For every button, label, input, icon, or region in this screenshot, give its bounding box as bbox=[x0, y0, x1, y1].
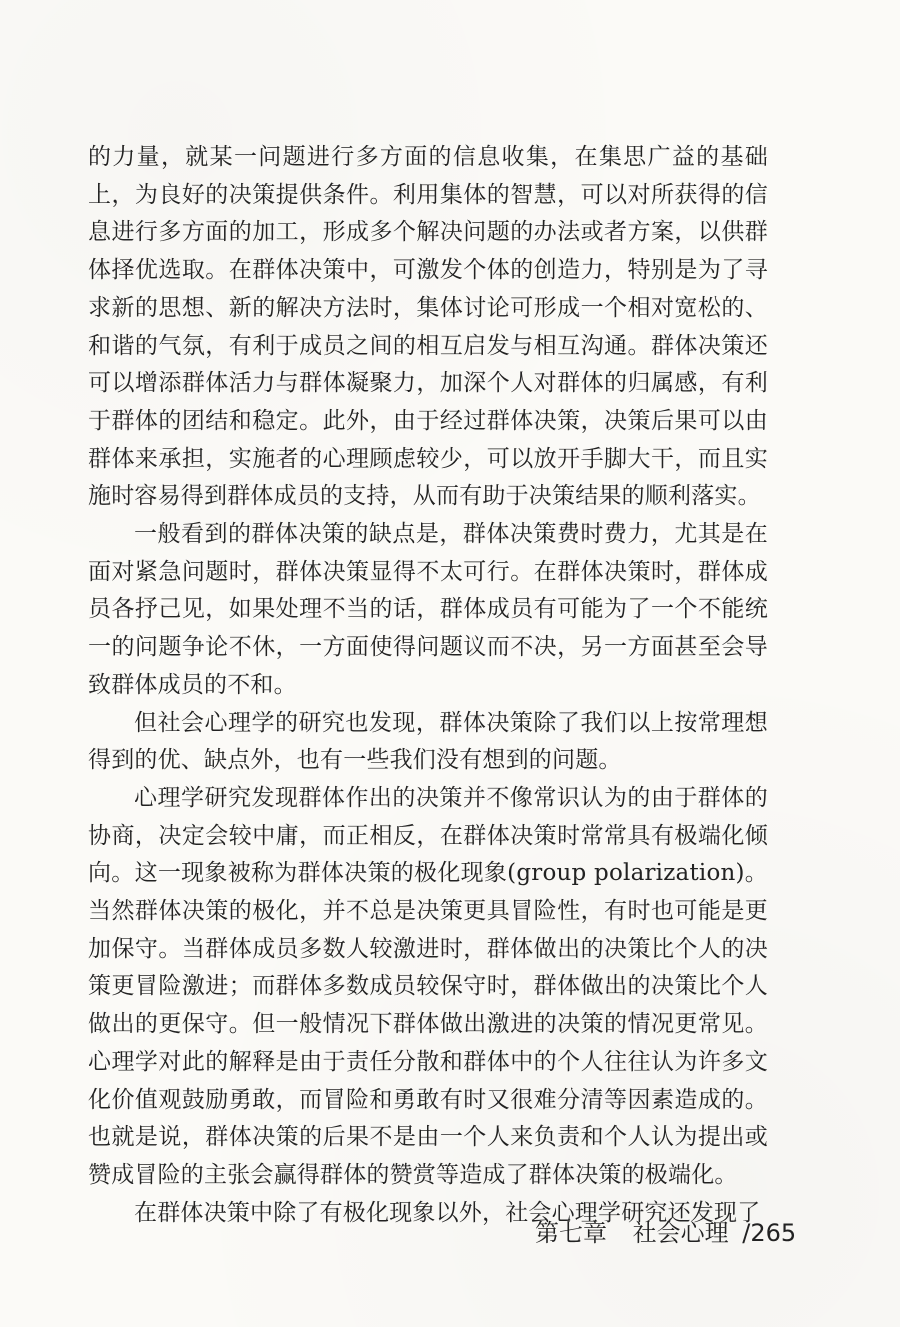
paragraph-1: 的力量，就某一问题进行多方面的信息收集，在集思广益的基础上，为良好的决策提供条件。利用集体的智慧，可以对所获得的信息进行多方面的加工，形成多个解决问题的办法或者方案，以供群体择优选取。在群体决策中，可激发个体的创造力，特别是为了寻求新的思想、新的解决方法时，集体讨论可形成一个相对宽松的、和谐的气氛，有利于成员之间的相互启发与相互沟通。群体决策还可以增添群体活力与群体凝聚力，加深个人对群体的归属感，有利于群体的团结和稳定。此外，由于经过群体决策，决策后果可以由群体来承担，实施者的心理顾虑较少，可以放开手脚大干，而且实施时容易得到群体成员的支持，从而有助于决策结果的顺利落实。 bbox=[88, 144, 768, 510]
paragraph-3: 但社会心理学的研究也发现，群体决策除了我们以上按常理想得到的优、缺点外，也有一些我们没有想到的问题。 bbox=[88, 709, 768, 774]
section-title: 社会心理 bbox=[632, 1219, 729, 1247]
paragraph-2: 一般看到的群体决策的缺点是，群体决策费时费力，尤其是在面对紧急问题时，群体决策显得不太可行。在群体决策时，群体成员各抒己见，如果处理不当的话，群体成员有可能为了一个不能统一的问题争论不休，一方面使得问题议而不决，另一方面甚至会导致群体成员的不和。 bbox=[88, 521, 768, 698]
chapter-label: 第七章 bbox=[535, 1219, 607, 1247]
page-footer bbox=[535, 1218, 797, 1248]
body-text bbox=[88, 139, 768, 1232]
page-number: /265 bbox=[742, 1219, 797, 1247]
paragraph-5: 在群体决策中除了有极化现象以外，社会心理学研究还发现了 bbox=[134, 1199, 761, 1226]
paragraph-4: 心理学研究发现群体作出的决策并不像常识认为的由于群体的协商，决定会较中庸，而正相反，在群体决策时常常具有极端化倾向。这一现象被称为群体决策的极化现象(group polarization)。当然群体决策的极化，并不总是决策更具冒险性，有时也可能是更加保守。当群体成员多数人较激进时，群体做出的决策比个人的决策更冒险激进；而群体多数成员较保守时，群体做出的决策比个人做出的更保守。但一般情况下群体做出激进的决策的情况更常见。心理学对此的解释是由于责任分散和群体中的个人往往认为许多文化价值观鼓励勇敢，而冒险和勇敢有时又很难分清等因素造成的。也就是说，群体决策的后果不是由一个人来负责和个人认为提出或赞成冒险的主张会赢得群体的赞赏等造成了群体决策的极端化。 bbox=[88, 784, 768, 1188]
